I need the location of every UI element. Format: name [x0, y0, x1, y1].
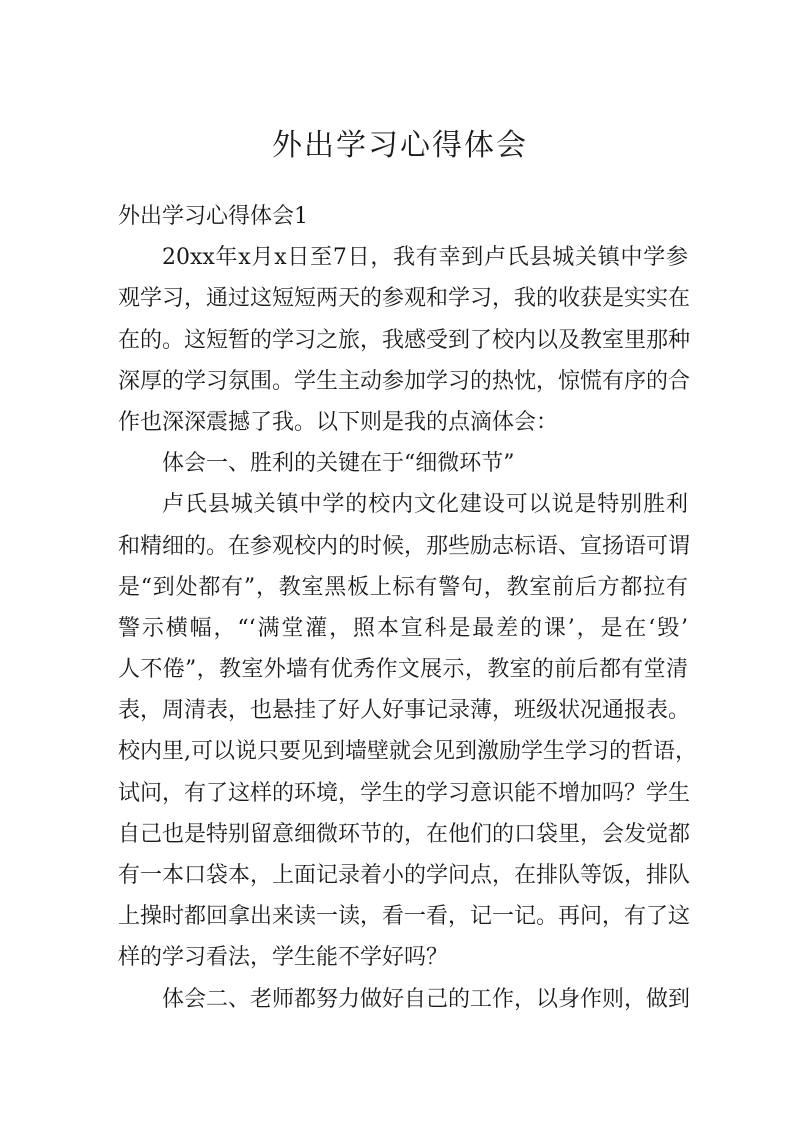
paragraph-line: 自己也是特别留意细微环节的，在他们的口袋里，会发觉都	[118, 821, 691, 847]
paragraph-line: 观学习，通过这短短两天的参观和学习，我的收获是实实在	[118, 286, 691, 312]
paragraph-line: 作也深深震撼了我。以下则是我的点滴体会：	[118, 409, 559, 435]
paragraph-line: 人不倦”，教室外墙有优秀作文展示，教室的前后都有堂清	[118, 657, 688, 683]
document-title: 外出学习心得体会	[272, 128, 528, 163]
subsection-heading: 体会一、胜利的关键在于“细微环节”	[162, 451, 515, 477]
paragraph-line: 上操时都回拿出来读一读，看一看，记一记。再问，有了这	[118, 904, 691, 930]
paragraph-line: 试问，有了这样的环境，学生的学习意识能不增加吗？学生	[118, 780, 691, 806]
paragraph-line: 20xx年x月x日至7日，我有幸到卢氏县城关镇中学参	[162, 245, 688, 271]
paragraph-line: 深厚的学习氛围。学生主动参加学习的热忱，惊慌有序的合	[118, 368, 691, 394]
subsection-heading: 体会二、老师都努力做好自己的工作，以身作则，做到	[162, 986, 691, 1012]
paragraph-line: 样的学习看法，学生能不学好吗？	[118, 945, 449, 971]
paragraph-line: 和精细的。在参观校内的时候，那些励志标语、宣扬语可谓	[118, 533, 691, 559]
section-heading: 外出学习心得体会1	[118, 204, 308, 229]
paragraph-line: 卢氏县城关镇中学的校内文化建设可以说是特别胜利	[162, 492, 688, 518]
paragraph-line: 是“到处都有”，教室黑板上标有警句，教室前后方都拉有	[118, 574, 688, 600]
paragraph-line: 在的。这短暂的学习之旅，我感受到了校内以及教室里那种	[118, 327, 691, 353]
paragraph-line: 有一本口袋本，上面记录着小的学问点，在排队等饭，排队	[118, 863, 691, 888]
paragraph-line: 校内里,可以说只要见到墙壁就会见到激励学生学习的哲语，	[118, 739, 697, 765]
document-body	[118, 196, 697, 1020]
paragraph-line: 警示横幅，“‘满堂灌，照本宣科是最差的课’，是在‘毁’	[118, 615, 688, 641]
paragraph-line: 表，周清表，也悬挂了好人好事记录薄，班级状况通报表。	[118, 698, 691, 724]
